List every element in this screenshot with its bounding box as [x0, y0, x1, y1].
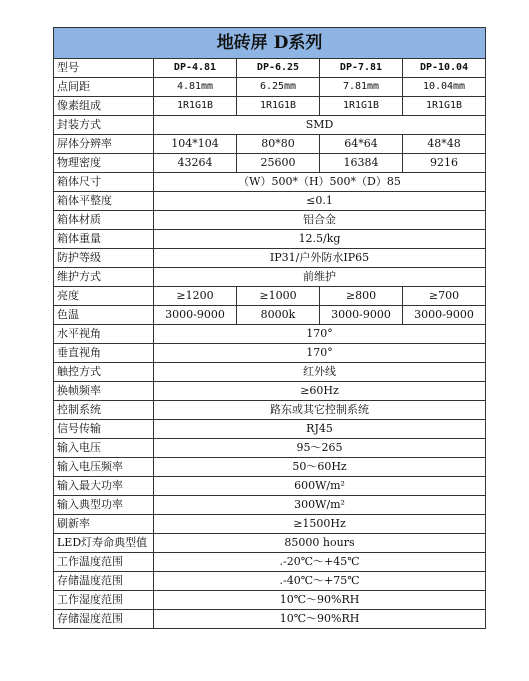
- table-row: [54, 401, 486, 420]
- table-row: [54, 306, 486, 325]
- row-label: 垂直视角: [54, 344, 154, 363]
- table-row: [54, 211, 486, 230]
- row-value: 3000-9000: [320, 306, 403, 325]
- row-label: 输入最大功率: [54, 477, 154, 496]
- row-label: 输入电压频率: [54, 458, 154, 477]
- row-value: 16384: [320, 154, 403, 173]
- row-label: 色温: [54, 306, 154, 325]
- table-row: [54, 515, 486, 534]
- row-value: 1R1G1B: [403, 97, 486, 116]
- table-row: [54, 458, 486, 477]
- row-value: 8000k: [237, 306, 320, 325]
- row-value: DP-6.25: [237, 59, 320, 78]
- row-value: 10℃～90%RH: [154, 591, 486, 610]
- row-label: 封装方式: [54, 116, 154, 135]
- row-value: 50～60Hz: [154, 458, 486, 477]
- row-value: 95～265: [154, 439, 486, 458]
- row-value: 红外线: [154, 363, 486, 382]
- row-value: IP31/户外防水IP65: [154, 249, 486, 268]
- row-value: 1R1G1B: [154, 97, 237, 116]
- table-row: [54, 325, 486, 344]
- row-label: 存储湿度范围: [54, 610, 154, 629]
- row-value: 600W/m²: [154, 477, 486, 496]
- row-value: 3000-9000: [403, 306, 486, 325]
- row-value: 48*48: [403, 135, 486, 154]
- table-row: [54, 268, 486, 287]
- table-row: [54, 78, 486, 97]
- row-label: 触控方式: [54, 363, 154, 382]
- row-label: 像素组成: [54, 97, 154, 116]
- table-row: [54, 420, 486, 439]
- row-value: 85000 hours: [154, 534, 486, 553]
- table-row: [54, 572, 486, 591]
- row-value: （W）500*（H）500*（D）85: [154, 173, 486, 192]
- row-label: 刷新率: [54, 515, 154, 534]
- table-row: [54, 553, 486, 572]
- row-label: 水平视角: [54, 325, 154, 344]
- spec-table-body: [54, 28, 486, 629]
- row-value: ≥60Hz: [154, 382, 486, 401]
- row-label: LED灯寿命典型值: [54, 534, 154, 553]
- row-value: ≥1200: [154, 287, 237, 306]
- row-value: ≥1500Hz: [154, 515, 486, 534]
- table-row: [54, 477, 486, 496]
- table-row: [54, 344, 486, 363]
- row-value: 9216: [403, 154, 486, 173]
- spec-sheet: [53, 27, 485, 629]
- title-row: [54, 28, 486, 59]
- row-value: 3000-9000: [154, 306, 237, 325]
- row-value: DP-4.81: [154, 59, 237, 78]
- row-value: 170°: [154, 325, 486, 344]
- row-label: 信号传输: [54, 420, 154, 439]
- row-label: 存储温度范围: [54, 572, 154, 591]
- row-value: ≥1000: [237, 287, 320, 306]
- row-value: DP-7.81: [320, 59, 403, 78]
- row-label: 输入典型功率: [54, 496, 154, 515]
- row-label: 换帧频率: [54, 382, 154, 401]
- row-label: 控制系统: [54, 401, 154, 420]
- row-value: 铝合金: [154, 211, 486, 230]
- row-label: 点间距: [54, 78, 154, 97]
- table-row: [54, 439, 486, 458]
- row-value: 43264: [154, 154, 237, 173]
- table-row: [54, 496, 486, 515]
- row-value: 25600: [237, 154, 320, 173]
- row-value: RJ45: [154, 420, 486, 439]
- table-row: [54, 192, 486, 211]
- page-title: 地砖屏 D系列: [54, 28, 486, 59]
- table-row: [54, 610, 486, 629]
- row-value: SMD: [154, 116, 486, 135]
- table-row: [54, 382, 486, 401]
- row-value: 12.5/kg: [154, 230, 486, 249]
- table-row: [54, 249, 486, 268]
- table-row: [54, 230, 486, 249]
- row-value: 10.04mm: [403, 78, 486, 97]
- row-label: 箱体材质: [54, 211, 154, 230]
- table-row: [54, 154, 486, 173]
- row-label: 工作湿度范围: [54, 591, 154, 610]
- row-label: 箱体平整度: [54, 192, 154, 211]
- row-label: 箱体重量: [54, 230, 154, 249]
- table-row: [54, 287, 486, 306]
- row-value: 10℃～90%RH: [154, 610, 486, 629]
- row-value: 300W/m²: [154, 496, 486, 515]
- table-row: [54, 59, 486, 78]
- row-value: 64*64: [320, 135, 403, 154]
- row-label: 输入电压: [54, 439, 154, 458]
- row-label: 工作温度范围: [54, 553, 154, 572]
- row-value: 6.25mm: [237, 78, 320, 97]
- row-value: 路东或其它控制系统: [154, 401, 486, 420]
- row-value: 1R1G1B: [320, 97, 403, 116]
- row-value: ≥800: [320, 287, 403, 306]
- table-row: [54, 135, 486, 154]
- row-label: 型号: [54, 59, 154, 78]
- row-label: 屏体分辨率: [54, 135, 154, 154]
- row-label: 防护等级: [54, 249, 154, 268]
- row-value: .-20℃～+45℃: [154, 553, 486, 572]
- row-label: 箱体尺寸: [54, 173, 154, 192]
- row-label: 维护方式: [54, 268, 154, 287]
- table-row: [54, 97, 486, 116]
- row-value: 1R1G1B: [237, 97, 320, 116]
- table-row: [54, 173, 486, 192]
- row-value: ≥700: [403, 287, 486, 306]
- row-value: 前维护: [154, 268, 486, 287]
- row-value: 170°: [154, 344, 486, 363]
- row-value: DP-10.04: [403, 59, 486, 78]
- row-value: ≤0.1: [154, 192, 486, 211]
- table-row: [54, 116, 486, 135]
- row-label: 物理密度: [54, 154, 154, 173]
- row-label: 亮度: [54, 287, 154, 306]
- row-value: 80*80: [237, 135, 320, 154]
- row-value: 7.81mm: [320, 78, 403, 97]
- spec-table: [53, 27, 486, 629]
- table-row: [54, 591, 486, 610]
- table-row: [54, 534, 486, 553]
- row-value: .-40℃～+75℃: [154, 572, 486, 591]
- table-row: [54, 363, 486, 382]
- row-value: 4.81mm: [154, 78, 237, 97]
- row-value: 104*104: [154, 135, 237, 154]
